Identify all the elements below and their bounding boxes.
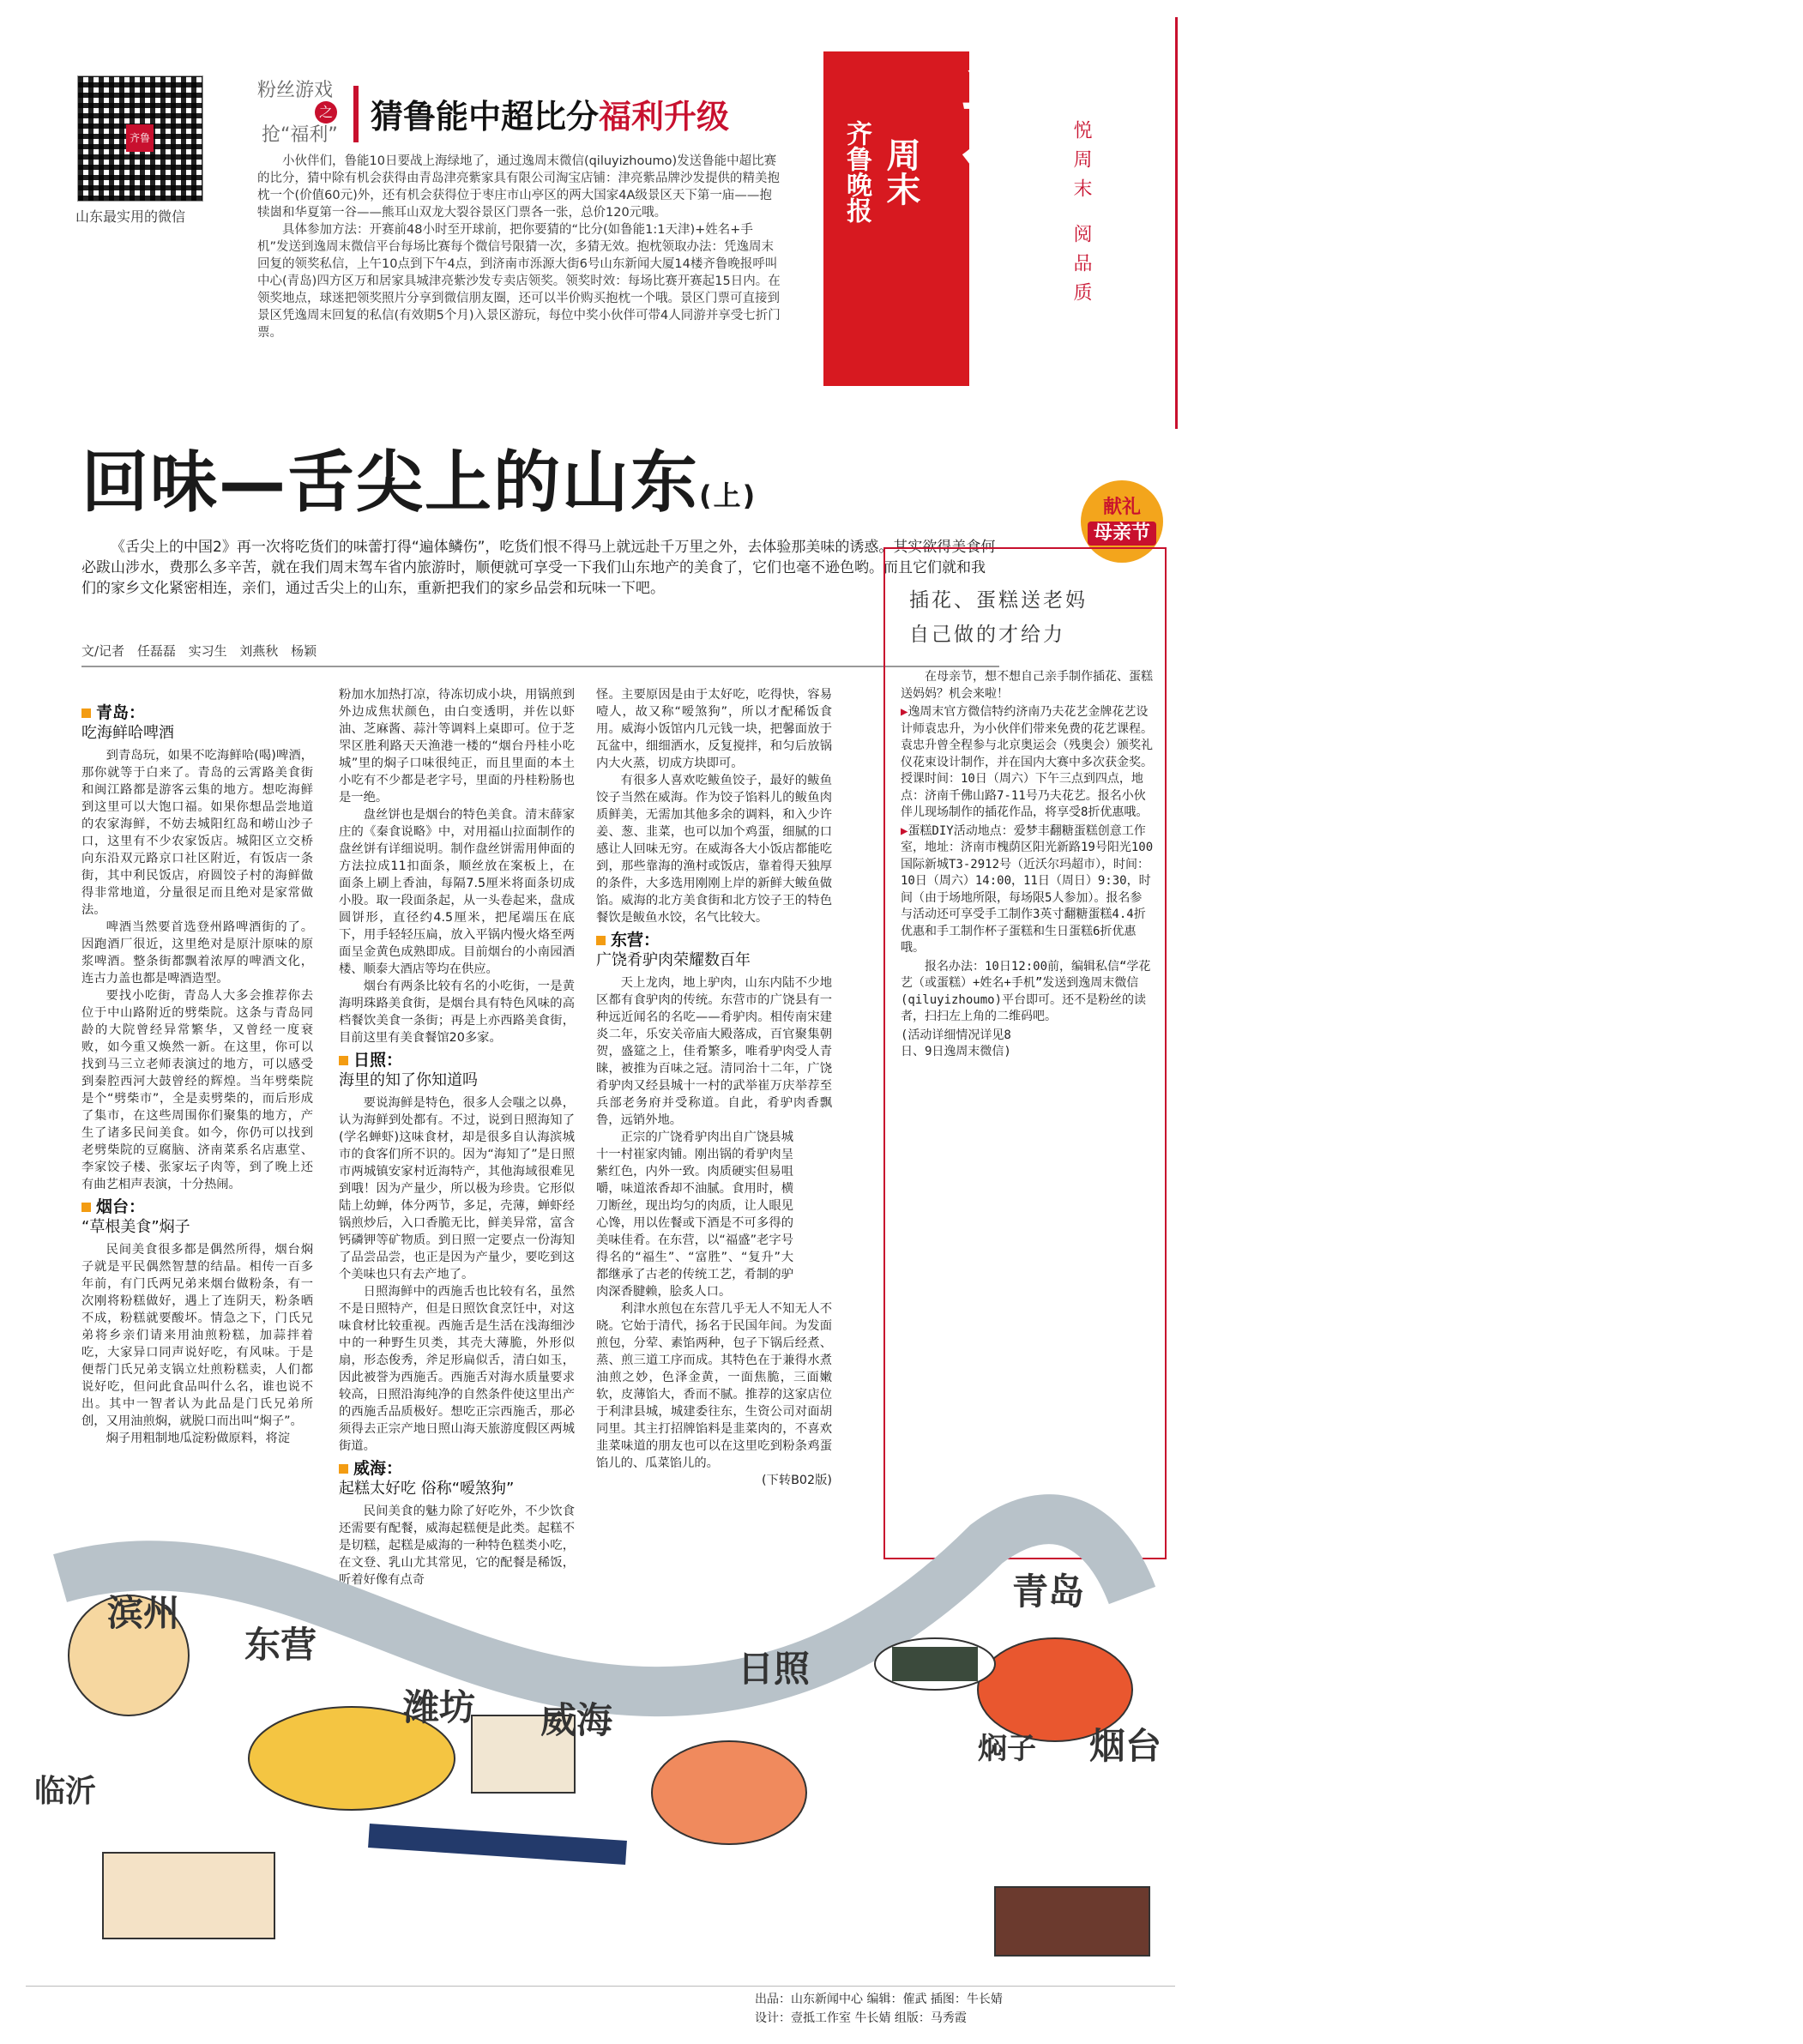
banner-city: 烟台 — [1089, 1725, 1162, 1767]
promo-para-1: 小伙伴们，鲁能10日要战上海绿地了，通过逸周末微信(qiluyizhoumo)发送鲁能中超比赛的比分，猜中除有机会获得由青岛津亮紫家具有限公司淘宝店铺：津亮紫品牌沙发提供的精美抱枕一个(价值60元)外，还有机会获得位于枣庄市山亭区的两大国家4A级景区天下第一庙——抱犊崮和华夏第一谷——熊耳山双龙大裂谷景区门票各一张，总价120元哦。 — [257, 154, 780, 220]
box-title-line2: 自己做的才给力 — [909, 624, 1065, 646]
promo-title — [371, 90, 729, 137]
paragraph: 有很多人喜欢吃鲅鱼饺子，最好的鲅鱼饺子当然在威海。作为饺子馅料儿的鲅鱼肉质鲜美，无需加其他多余的调料，和入少许姜、葱、韭菜，也可以加个鸡蛋，细腻的口感让人回味无穷。在威海各大小饭店都能吃到，那些靠海的渔村或饭店，靠着得天独厚的条件，大多选用刚刚上岸的新鲜大鲅鱼做馅。威海的北方美食街和北方饺子王的特色餐饮是鲅鱼水饺，名气比较大。 — [596, 774, 832, 925]
illustration-svg — [26, 1475, 1175, 2007]
box-item-text: 蛋糕DIY活动地点：爱梦丰翻糖蛋糕创意工作室，地址：济南市槐荫区阳光新路19号阳光100国际新城T3-2912号（近沃尔玛超市），时间：10日（周六）14:00，11日（周日）9:30，时间（由于场地所限，每场限5人参加）。报名参与活动还可享受手工制作3英寸翻糖蛋糕4.4折优惠和手工制作杯子蛋糕和生日蛋糕6折优惠哦。 — [901, 823, 1154, 955]
masthead-day: 星期五 — [1764, 250, 1779, 289]
masthead-section: 周末 — [881, 137, 920, 206]
subhead-dongying: 广饶肴驴肉荣耀数百年 — [596, 951, 751, 969]
page-title — [81, 429, 757, 525]
banner-city: 青岛 — [1012, 1571, 1085, 1613]
gift-badge-line2: 母亲节 — [1088, 522, 1156, 546]
section-label: 日照： — [353, 1051, 403, 1070]
section-yantai — [81, 1198, 313, 1215]
paragraph: 要找小吃街，青岛人大多会推荐你去位于中山路附近的劈柴院。这条与青岛同龄的大院曾经异常繁华，又曾经一度衰败，如今重又焕然一新。在这里，你可以找到马三立老师表演过的地方，可以感受到秦腔西河大鼓曾经的辉煌。当年劈柴院是个“劈柴市”，全是卖劈柴的，而后形成了集市，在这些周围你们聚集的地方，产生了诸多民间美食。如今，你仍可以找到老劈柴院的豆腐脑、济南菜系名店惠堂、李家饺子楼、张家坛子肉等，到了晚上还有曲艺相声表演，十分热闹。 — [81, 989, 313, 1191]
column-2 — [339, 686, 575, 1589]
paragraph: 啤酒当然要首选登州路啤酒街的了。因跑酒厂很近，这里绝对是原汁原味的原浆啤酒。整条街都飘着浓厚的啤酒文化，连古力盖也都是啤酒造型。 — [81, 920, 313, 986]
paragraph: 烟台有两条比较有名的小吃街，一是黄海明珠路美食街，是烟台具有特色风味的高档餐饮美食一条街；再是上亦西路美食街，目前这里有美食餐馆20多家。 — [339, 980, 575, 1045]
paragraph: 要说海鲜是特色，很多人会嗤之以鼻，认为海鲜到处都有。不过，说到日照海知了(学名蝉虾)这味食材，却是很多自认海滨城市的食客们所不识的。因为“海知了”是日照市两城镇安家村近海特产，其他海域很难见到哦！因为产量少，所以极为珍贵。它形似陆上幼蝉，体分两节，多足，壳薄，蝉虾经锅煎炒后，入口香脆无比，鲜美异常，富含钙磷钾等矿物质。到日照一定要点一份海知了品尝品尝，也正是因为产量少，要吃到这个美味也只有去产地了。 — [339, 1096, 575, 1281]
continuation-note: (下转B02版) — [761, 1474, 832, 1487]
banner-city: 潍坊 — [403, 1686, 476, 1728]
body-rule — [81, 666, 999, 667]
section-dongying — [596, 932, 832, 949]
tray-icon — [103, 1853, 274, 1938]
paragraph: 日照海鲜中的西施舌也比较有名，虽然不是日照特产，但是日照饮食烹饪中，对这味食材比较重视。西施舌是生活在浅海细沙中的一种野生贝类，其壳大薄脆，外形似扇，形态俊秀，斧足形扁似舌，清白如玉，因此被誉为西施舌。西施舌对海水质量要求较高，日照沿海纯净的自然条件使这里出产的西施舌品质极好。想吃正宗西施舌，那必须得去正宗产地日照山海天旅游度假区两城街道。 — [339, 1285, 575, 1453]
lead-paragraph: 《舌尖上的中国2》再一次将吃货们的味蕾打得“遍体鳞伤”，吃货们恨不得马上就远赴千万里之外，去体验那美味的诱惑。其实欲得美食何必跋山涉水，费那么多辛苦，就在我们周末驾车省内旅游时，顺便就可享受一下我们山东地产的美食了，它们也毫不逊色哟。而且它们就和我们的家乡文化紧密相连，亲们，通过舌尖上的山东，重新把我们的家乡品尝和玩味一下吧。 — [81, 539, 996, 597]
box-signup: 报名办法：10日12:00前，编辑私信“学花艺（或蛋糕）+姓名+手机”发送到逸周末微信(qiluyizhoumo)平台即可。还不是粉丝的读者，扫扫左上角的二维码吧。 — [901, 959, 1151, 1023]
section-label: 威海： — [353, 1459, 403, 1478]
page-title-main: 回味—舌尖上的山东 — [81, 444, 700, 522]
section-marker — [81, 1203, 91, 1212]
subhead-rizhao: 海里的知了你知道吗 — [339, 1071, 478, 1089]
subhead-qingdao: 吃海鲜哈啤酒 — [81, 724, 174, 742]
triangle-icon: ▶ — [901, 823, 908, 838]
triangle-icon: ▶ — [901, 705, 908, 719]
paragraph: 怪。主要原因是由于太好吃，吃得快，容易噎人，故又称“嗳煞狗”，所以才配稀饭食用。威海小饭馆内几元钱一块，把馨面放于瓦盆中，细细洒水，反复搅拌，和匀后放锅内大火蒸，切成方块即可。 — [596, 688, 832, 770]
section-qingdao — [81, 704, 313, 721]
subhead-yantai: “草根美食”焖子 — [81, 1218, 190, 1236]
banner-city: 滨州 — [107, 1592, 180, 1634]
paragraph: 粉加水加热打凉，待冻切成小块，用锅煎到外边成焦状颜色，由白变透明，并佐以虾油、芝麻酱、蒜汁等调料上桌即可。位于芝罘区胜利路天天渔港一楼的“烟台丹桂小吃城”里的焖子口味很纯正，而且里面的本土小吃有不少都是老字号，里面的丹桂粉肠也是一绝。 — [339, 688, 575, 805]
promo-kicker-2: 抢“福利” — [262, 124, 338, 146]
promo-badge: 之 — [315, 101, 337, 124]
masthead-slogan: 悦周末 阅品质 — [1070, 120, 1092, 311]
banner-city: 临沂 — [34, 1774, 97, 1809]
section-weihai — [339, 1460, 575, 1477]
crab-icon — [652, 1741, 806, 1844]
paragraph: 天上龙肉，地上驴肉，山东内陆不少地区都有食驴肉的传统。东营市的广饶县有一种远近闻名的名吃——肴驴肉。相传南宋建炎二年，乐安关帝庙大殿落成，百官聚集朝贺，盛筵之上，佳肴繁多，唯肴驴肉受人青睐，被推为百味之冠。清同治十二年，广饶肴驴肉又经县城十一村的武举崔万庆举荐至兵部老务府并受称道。自此，肴驴肉香飘鲁，远销外地。 — [596, 976, 832, 1127]
paragraph: 盘丝饼也是烟台的特色美食。清末薛家庄的《秦食说略》中，对用福山拉面制作的盘丝饼有详细说明。制作盘丝饼需用伸面的方法拉成11扣面条，顺丝放在案板上，在面条上刷上香油，每隔7.5厘米将面条切成小股。取一段面条起，从一头卷起来，盘成圆饼形，直径约4.5厘米，把尾端压在底下，用手轻轻压扁，放入平锅内慢火烙至两面呈金黄色成熟即成。目前烟台的小南园酒楼、顺泰大酒店等均在供应。 — [339, 808, 575, 976]
section-marker — [596, 936, 606, 945]
fish-icon — [369, 1836, 626, 1853]
promo-divider — [353, 86, 359, 142]
box-body — [901, 669, 1154, 1063]
promo-kicker: 粉丝游戏 — [257, 80, 334, 101]
qr-logo: 齐鲁 — [126, 124, 154, 152]
credits-line2: 设计：壹抵工作室 牛长婧 组版：马秀霞 — [755, 2011, 967, 2025]
qr-caption: 山东最实用的微信 — [75, 208, 186, 225]
promo-title-red: 福利升级 — [599, 98, 730, 136]
section-marker — [81, 708, 91, 718]
promo-title-main: 猜鲁能中超比分 — [371, 98, 600, 136]
paragraph: 利津水煎包在东营几乎无人不知无人不晓。它始于清代，扬名于民国年间。为发面煎包，分荤、素馅两种，包子下锅后经煮、蒸、煎三道工序而成。其特色在于兼得水煮油煎之妙，色泽金黄，一面焦脆，三面嫩软，皮薄馅大，香而不腻。推荐的这家店位于利津县城，城建委往东，生资公司对面胡同里。其主打招牌馅料是韭菜肉的，不喜欢韭菜味道的朋友也可以在这里吃到粉条鸡蛋馅儿的、瓜菜馅儿的。 — [596, 1302, 832, 1470]
paragraph: 正宗的广饶肴驴肉出自广饶县城十一村崔家肉铺。刚出锅的肴驴肉呈紫红色，内外一致。肉质硬实但易咀嚼，味道浓香却不油腻。食用时，横刀断丝，现出均匀的肉质，让人眼见心馋，用以佐餐或下酒是不可多得的美味佳肴。在东营，以“福盛”老字号得名的“福生”、“富胜”、“复升”大都继承了古老的传统工艺，肴制的驴肉深香腱赖，脍炙人口。 — [596, 1131, 793, 1299]
food-illustration — [26, 1475, 1175, 2007]
menzi-icon — [892, 1647, 978, 1681]
promo-body — [257, 153, 781, 341]
masthead-date: 2014.5.9 — [1784, 250, 1803, 323]
box-item-cake — [901, 823, 1154, 957]
section-marker — [339, 1464, 348, 1474]
section-label: 烟台： — [96, 1197, 146, 1216]
section-label: 东营： — [611, 931, 660, 950]
column-3 — [596, 686, 832, 1489]
section-label: 青岛： — [96, 703, 146, 722]
box-title — [909, 583, 1088, 652]
qr-code[interactable] — [77, 75, 203, 202]
masthead-brand: 齐鲁晚报 — [841, 120, 871, 223]
banner-city: 威海 — [540, 1699, 613, 1741]
page-title-suffix: (上) — [699, 479, 757, 512]
box-intro: 在母亲节，想不想自己亲手制作插花、蛋糕送妈妈？机会来啦！ — [901, 670, 1153, 701]
masthead-big-char: 逸 — [961, 59, 1064, 180]
box-title-line1: 插花、蛋糕送老妈 — [909, 589, 1088, 612]
paragraph: 焖子用粗制地瓜淀粉做原料，将淀 — [106, 1432, 291, 1445]
banner-city: 日照 — [738, 1648, 811, 1690]
section-rizhao — [339, 1052, 575, 1069]
masthead-rule — [1175, 17, 1178, 429]
footer-rule — [26, 1986, 1175, 1987]
credits-line1: 出品：山东新闻中心 编辑：傕武 插图：牛长婧 — [755, 1993, 1003, 2006]
promo-para-2: 具体参加方法：开赛前48小时至开球前，把你要猜的“比分(如鲁能1:1天津)+姓名+手机”发送到逸周末微信平台每场比赛每个微信号限猜一次，多猜无效。抱枕领取办法：凭逸周末回复的领奖私信，上午10点到下午4点，到济南市泺源大街6号山东新闻大厦14楼齐鲁晚报呼叫中心(青岛)四方区万和居家具城津亮紫沙发专卖店领奖。领奖时效：每场比赛开赛起15日内。在领奖地点，球迷把领奖照片分享到微信朋友圈，还可以半价购买抱枕一个哦。景区门票可直接到景区凭逸周末回复的私信(有效期5个月)入景区游玩，每位中奖小伙伴可带4人同游并享受七折门票。 — [257, 223, 781, 340]
box-item-text: 逸周末官方微信特约济南乃夫花艺金牌花艺设计师袁忠升，为小伙伴们带来免费的花艺课程。袁忠升曾全程参与北京奥运会（残奥会）颁奖礼仪花束设计制作，并在国内大赛中多次获金奖。授课时间：10日（周六）下午三点到四点，地点：济南千佛山路7-11号乃夫花艺。报名小伙伴儿现场制作的插花作品，将享受8折优惠哦。 — [901, 705, 1153, 819]
paragraph: 民间美食的魅力除了好吃外，不少饮食还需要有配餐，威海起糕便是此类。起糕不是切糕，起糕是威海的一种特色糕类小吃，在文登、乳山尤其常见，它的配餐是稀饭，听着好像有点奇 — [339, 1504, 575, 1587]
section-marker — [339, 1056, 348, 1065]
banner-city: 东营 — [244, 1624, 317, 1666]
paragraph: 民间美食很多都是偶然所得，烟台焖子就是平民偶然智慧的结晶。相传一百多年前，有门氏两兄弟来烟台做粉条，有一次刚将粉糕做好，遇上了连阴天，粉条晒不成，粉糕就要酸坏。情急之下，门氏兄弟将乡亲们请来用油煎粉糕，加蒜拌着吃，大家异口同声说好吃，有风味。于是便帮门氏兄弟支锅立灶煎粉糕卖，人们都说好吃，但问此食品叫什么名，谁也说不出。其中一智者认为此品是门氏兄弟所创，又用油煎焖，就脱口而出叫“焖子”。 — [81, 1243, 313, 1428]
credits — [755, 1990, 1141, 2028]
menzi-label: 焖子 — [978, 1732, 1036, 1766]
byline: 文/记者 任磊磊 实习生 刘燕秋 杨颖 — [81, 643, 317, 659]
box-note: (活动详细情况详见8日、9日逸周末微信) — [901, 1028, 1011, 1058]
column-1 — [81, 699, 313, 1447]
subhead-weihai: 起糕太好吃 俗称“嗳煞狗” — [339, 1480, 515, 1498]
cupcakes-icon — [995, 1887, 1149, 1956]
gift-badge-line1: 献礼 — [1102, 497, 1141, 518]
box-item-flower — [901, 704, 1154, 822]
masthead-pages: B01-B03 — [1741, 309, 1793, 366]
paragraph: 到青岛玩，如果不吃海鲜哈(喝)啤酒，那你就等于白来了。青岛的云霄路美食街和闽江路都是游客云集的地方。想吃海鲜到这里可以大饱口福。如果你想品尝地道的农家海鲜，不妨去城阳红岛和崂山沙子口，这里有不少农家饭店。城阳区立交桥向东沿双元路京口社区附近，有饭店一条街，其中利民饭店，府圆饺子村的海鲜做得非常地道，分量很足而且绝对是家常做法。 — [81, 749, 313, 917]
